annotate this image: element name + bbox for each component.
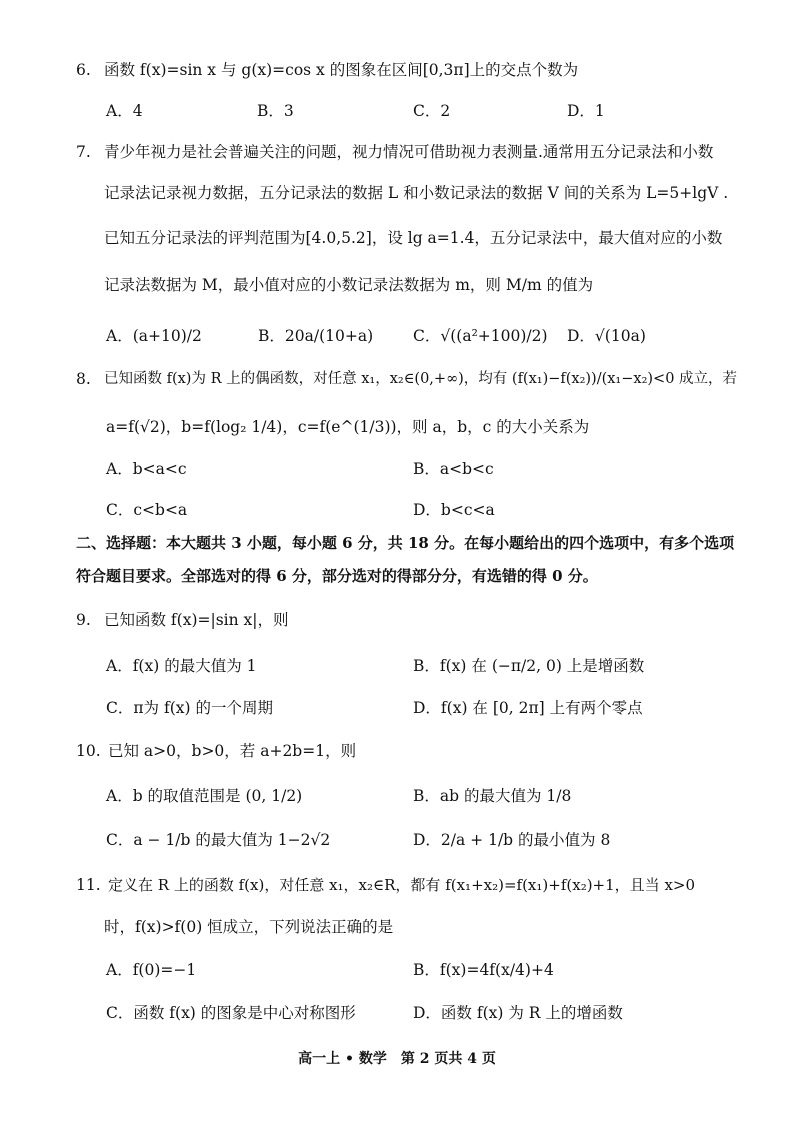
q7-number: 7. xyxy=(76,143,91,161)
q7-line-1: 青少年视力是社会普遍关注的问题，视力情况可借助视力表测量.通常用五分记录法和小数 xyxy=(104,143,714,161)
q8-option-c: C．c<b<a xyxy=(106,501,188,519)
section-2-heading-line-2: 符合题目要求。全部选对的得 6 分，部分选对的得部分分，有选错的得 0 分。 xyxy=(76,567,598,585)
q9-option-c: C．π为 f(x) 的一个周期 xyxy=(106,699,273,717)
q11-option-a: A．f(0)=−1 xyxy=(106,961,197,979)
q6-option-c: C．2 xyxy=(413,102,451,120)
q8-line-2: a=f(√2)，b=f(log₂ 1/4)，c=f(e^(1/3))，则 a，b，c 的大小关系为 xyxy=(106,418,590,436)
q11-option-b: B．f(x)=4f(x/4)+4 xyxy=(413,961,554,979)
q10-option-b: B．ab 的最大值为 1/8 xyxy=(413,787,572,805)
q8-option-b: B．a<b<c xyxy=(413,460,494,478)
q7-line-3: 已知五分记录法的评判范围为[4.0,5.2]，设 lg a=1.4，五分记录法中，最大值对应的小数 xyxy=(104,229,723,247)
q11-option-d: D．函数 f(x) 为 R 上的增函数 xyxy=(413,1004,623,1022)
q10-stem: 已知 a>0，b>0，若 a+2b=1，则 xyxy=(108,742,357,760)
q7-option-b: B．20a/(10+a) xyxy=(258,327,374,345)
q9-option-b: B．f(x) 在 (−π/2, 0) 上是增函数 xyxy=(413,657,645,675)
q9-stem: 已知函数 f(x)=|sin x|，则 xyxy=(104,611,289,629)
q6-option-b: B．3 xyxy=(257,102,294,120)
q8-option-a: A．b<a<c xyxy=(106,460,187,478)
q6-stem: 函数 f(x)=sin x 与 g(x)=cos x 的图象在区间[0,3π]上的交点个数为 xyxy=(104,61,579,79)
q6-option-d: D．1 xyxy=(567,102,605,120)
q7-line-4: 记录法数据为 M，最小值对应的小数记录法数据为 m，则 M/m 的值为 xyxy=(104,276,594,294)
q11-number: 11. xyxy=(76,876,101,894)
q6-number: 6. xyxy=(76,61,91,79)
q7-option-a: A．(a+10)/2 xyxy=(106,327,202,345)
q10-option-d: D．2/a + 1/b 的最小值为 8 xyxy=(413,831,611,849)
q10-number: 10. xyxy=(76,742,101,760)
q8-option-d: D．b<c<a xyxy=(413,501,495,519)
q6-option-a: A．4 xyxy=(106,102,143,120)
q9-number: 9. xyxy=(76,611,91,629)
q9-option-a: A．f(x) 的最大值为 1 xyxy=(106,657,257,675)
q7-line-2: 记录法记录视力数据，五分记录法的数据 L 和小数记录法的数据 V 间的关系为 L=5+lgV . xyxy=(104,184,729,202)
q10-option-a: A．b 的取值范围是 (0, 1/2) xyxy=(106,787,303,805)
section-2-heading-line-1: 二、选择题：本大题共 3 小题，每小题 6 分，共 18 分。在每小题给出的四个选项中，有多个选项 xyxy=(76,534,735,552)
q11-line-2: 时，f(x)>f(0) 恒成立，下列说法正确的是 xyxy=(104,918,394,936)
q7-option-d: D．√(10a) xyxy=(567,327,646,345)
q8-number: 8. xyxy=(76,370,91,388)
q10-option-c: C．a − 1/b 的最大值为 1−2√2 xyxy=(106,831,331,849)
q7-option-c: C．√((a²+100)/2) xyxy=(413,327,548,345)
q11-line-1: 定义在 R 上的函数 f(x)，对任意 x₁，x₂∈R，都有 f(x₁+x₂)=f(x₁)+f(x₂)+1，且当 x>0 xyxy=(108,876,696,894)
page-footer: 高一上 • 数学 第 2 页共 4 页 xyxy=(298,1051,496,1067)
q11-option-c: C．函数 f(x) 的图象是中心对称图形 xyxy=(106,1004,356,1022)
q9-option-d: D．f(x) 在 [0, 2π] 上有两个零点 xyxy=(413,699,643,717)
q8-line-1: 已知函数 f(x)为 R 上的偶函数，对任意 x₁，x₂∈(0,+∞)，均有 (f(x₁)−f(x₂))/(x₁−x₂)<0 成立，若 xyxy=(104,371,738,387)
